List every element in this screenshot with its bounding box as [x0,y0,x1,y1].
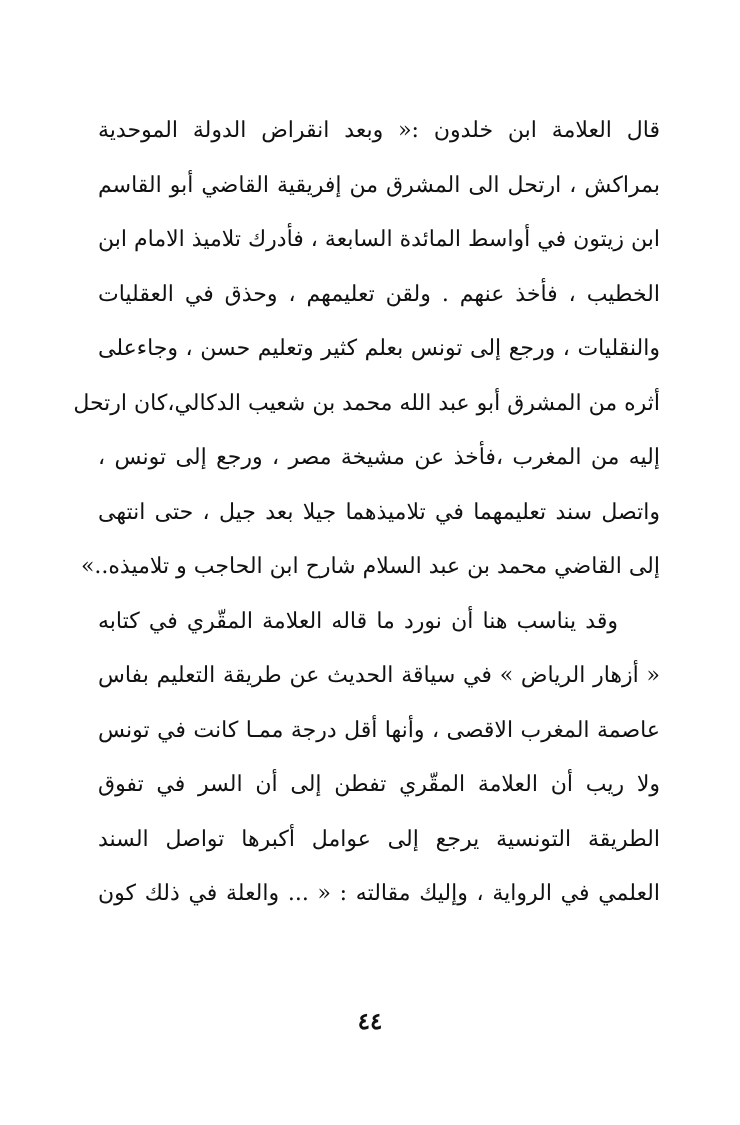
text-line-1: قال العلامة ابن خلدون :« وبعد انقراض الدولة الموحدية [98,118,660,143]
text-line-14: الطريقة التونسية يرجع إلى عوامل أكبرها تواصل السند [98,826,660,852]
text-line-13: ولا ريب أن العلامة المقّري تفطن إلى أن السر في تفوق [98,772,660,797]
text-line-8: واتصل سند تعليمهما في تلاميذهما جيلا بعد جيل ، حتى انتهى [98,499,660,525]
text-line-6: أثره من المشرق أبو عبد الله محمد بن شعيب الدكالي،كان ارتحل [73,390,660,416]
text-line-9: إلى القاضي محمد بن عبد السلام شارح ابن الحاجب و تلاميذه..» [80,554,660,579]
body-text [73,104,660,922]
text-line-12: عاصمة المغرب الاقصى ، وأنها أقل درجة ممـا كانت في تونس [98,717,660,743]
text-line-3: ابن زيتون في أواسط المائدة السابعة ، فأدرك تلاميذ الامام ابن [98,227,660,252]
text-line-11: « أزهار الرياض » في سياقة الحديث عن طريقة التعليم بفاس [98,663,660,688]
text-line-5: والنقليات ، ورجع إلى تونس بعلم كثير وتعليم حسن ، وجاءعلى [98,336,660,361]
text-line-4: الخطيب ، فأخذ عنهم . ولقن تعليمهم ، وحذق في العقليات [98,281,660,307]
text-line-15: العلمي في الرواية ، وإليك مقالته : « ... والعلة في ذلك كون [98,881,660,906]
text-line-10: وقد يناسب هنا أن نورد ما قاله العلامة المقّري في كتابه [98,608,618,634]
text-line-2: بمراكش ، ارتحل الى المشرق من إفريقية القاضي أبو القاسم [98,172,660,198]
page-number: ٤٤ [357,1008,383,1035]
text-line-7: إليه من المغرب ،فأخذ عن مشيخة مصر ، ورجع إلى تونس ، [98,445,660,470]
